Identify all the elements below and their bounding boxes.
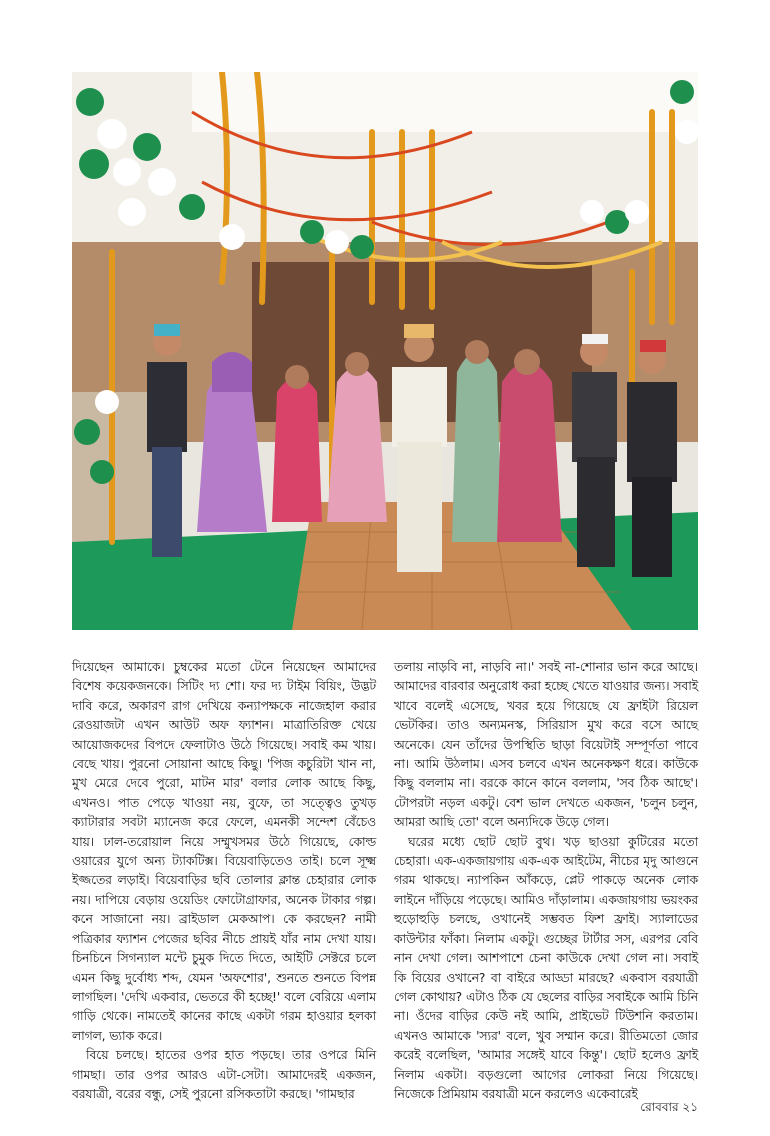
- article-paragraph: ঘরের মধ্যে ছোট ছোট বুথ। খড় ছাওয়া কুটিরের মতো চেহারা। এক-একজায়গায় এক-এক আইটেম, নীচের মৃদু আগুনে গরম থাকছে। ন্যাপকিন আঁকড়ে, প্লেট পাকড়ে অনেক লোক লাইনে দাঁড়িয়ে পড়েছে। আমিও দাঁড়ালাম। একজায়গায় ভয়ংকর হুড়োহুড়ি চলছে, ওখানেই সম্ভবত ফিশ ফ্রাই। স্যালাডের কাউন্টার ফাঁকা। নিলাম একটু। গুচ্ছের টার্টার সস, এরপর বেবি নান দেখা গেল। আশপাশে চেনা কাউকে দেখা গেল না। সবাই কি বিয়ের ওখানে? বা বাইরে আড্ডা মারছে? একবাস বরযাত্রী গেল কোথায়? এটাও ঠিক যে ছেলের বাড়ির সবাইকে আমি চিনি না। ওঁদের বাড়ির কেউ নই আমি, প্রাইভেট টিউশনি করতাম। এখনও আমাকে 'স্যর' বলে, খুব সম্মান করে। রীতিমতো জোর করেই বলেছিল, 'আমার সঙ্গেই যাবে কিন্তু'। ছোট হলেও ফ্রাই নিলাম একটা। বড়গুলো আগের লোকরা নিয়ে গিয়েছে। নিজেকে প্রিমিয়াম বরযাত্রী মনে করলেও একেবারেই: [394, 834, 698, 1101]
- page-footer: রোববার ২১: [640, 1100, 698, 1114]
- wedding-photo: [72, 72, 698, 630]
- article-column-left: [72, 658, 376, 1104]
- article-column-right: [394, 658, 698, 1104]
- article-paragraph: তলায় নাড়বি না, নাড়বি না।' সবই না-শোনার ভান করে আছে। আমাদের বারবার অনুরোধ করা হচ্ছে খেতে যাওয়ার জন্য। সবাই খাবে বলেই এসেছে, খবর হয়ে গিয়েছে যে ফ্রাইটা রিয়েল ভেটকির। তাও অন্যমনস্ক, সিরিয়াস মুখ করে বসে আছে অনেকে। যেন তাঁদের উপস্থিতি ছাড়া বিয়েটাই সম্পূর্ণতা পাবে না। আমি উঠলাম। এসব চলবে এখন অনেকক্ষণ ধরে। কাউকে কিছু বললাম না। বরকে কানে কানে বললাম, 'সব ঠিক আছে'। টোপরটা নড়ল একটু। বেশ ভাল দেখতে একজন, 'চলুন চলুন, আমরা আছি তো' বলে অন্যদিকে উড়ে গেল।: [394, 660, 698, 830]
- article-paragraph: দিয়েছেন আমাকে। চুম্বকের মতো টেনে নিয়েছেন আমাদের বিশেষ কয়েকজনকে। সিটিং দ্য শো। ফর দ্য টাইম বিয়িং, উদ্ভট দাবি করে, অকারণ রাগ দেখিয়ে কন্যাপক্ষকে নাজেহাল করার রেওয়াজটা এখন আউট অফ ফ্যাশন। মাত্রাতিরিক্ত খেয়ে আয়োজকদের বিপদে ফেলাটাও উঠে গিয়েছে। সবাই কম খায়। বেছে খায়। পুরনো সোয়ানা আছে কিছু। 'পিজ কচুরিটা খান না, মুখ মেরে দেবে পুরো, মাটন মার' বলার লোক আছে কিছু, এখনও। পাত পেড়ে খাওয়া নয়, বুফে, তা সত্ত্বেও তুখড় ক্যাটারার সবটা ম্যানেজ করে ফেলে, এমনকী সন্দেশ বেঁচেও যায়। ঢাল-তরোয়াল নিয়ে সম্মুখসমর উঠে গিয়েছে, কোল্ড ওয়ারের যুগে অন্য ট্যাকটিক্স। বিয়েবাড়িতেও তাই। চলে সূক্ষ্ম ইজ্জতের লড়াই। বিয়েবাড়ির ছবি তোলার ক্লান্ত চেহারার লোক নয়। দাপিয়ে বেড়ায় ওয়েডিং ফোটোগ্রাফার, অনেক টাকার গল্প। কনে সাজানো নয়। ব্রাইডাল মেকআপ। কে করছেন? নামী পত্রিকার ফ্যাশন পেজের ছবির নীচে প্রায়ই যাঁর নাম দেখা যায়। চিনচিনে সিগন্যাল মন্টে চুমুক দিতে দিতে, আইটি সেক্টরে চলে এমন কিছু দুর্বোধ্য শব্দ, যেমন 'অফশোর', শুনতে শুনতে বিপন্ন লাগছিল। 'দেখি একবার, ভেতরে কী হচ্ছে!' বলে বেরিয়ে এলাম গাড়ি থেকে। নামতেই কানের কাছে একটা গরম হাওয়ার হলকা লাগল, ভ্যাক করে।: [72, 660, 376, 1043]
- article-paragraph: বিয়ে চলছে। হাতের ওপর হাত পড়ছে। তার ওপরে মিনি গামছা। তার ওপর আরও এটা-সেটা। আমাদেরই একজন, বরযাত্রী, বরের বন্ধু, সেই পুরনো রসিকতাটা করছে। 'গামছার: [72, 1048, 376, 1101]
- wedding-scene-illustration: [72, 72, 698, 630]
